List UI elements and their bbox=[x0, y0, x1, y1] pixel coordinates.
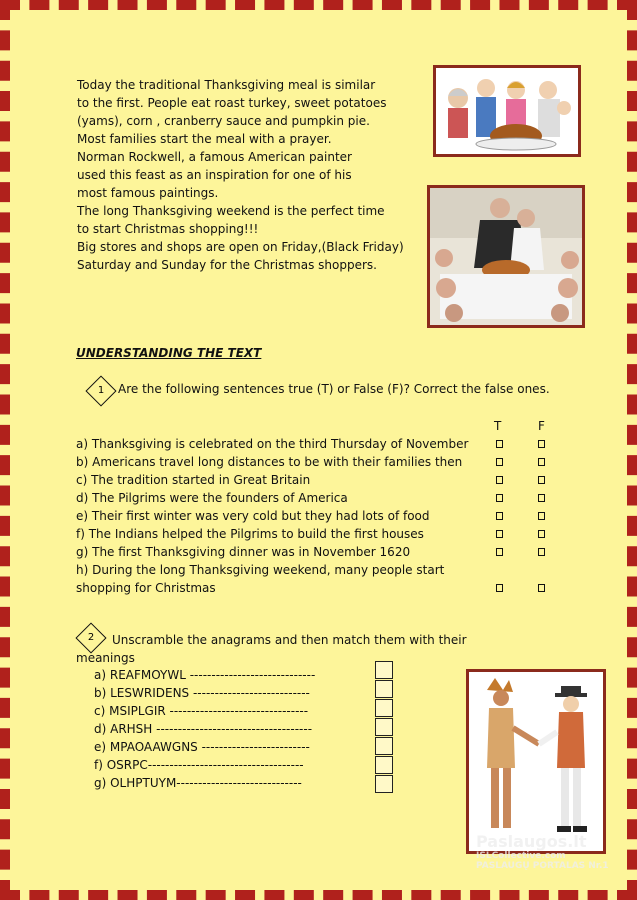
false-checkbox-b[interactable] bbox=[538, 458, 545, 466]
watermark-title: Paslaugos.lt bbox=[476, 832, 587, 851]
answer-box[interactable] bbox=[375, 661, 393, 679]
intro-line: (yams), corn , cranberry sauce and pumpkin pie. bbox=[77, 114, 370, 128]
false-checkbox-h[interactable] bbox=[538, 584, 545, 592]
intro-line: Saturday and Sunday for the Christmas shoppers. bbox=[77, 258, 377, 272]
false-checkbox-c[interactable] bbox=[538, 476, 545, 484]
statement-b: b) Americans travel long distances to be with their families then bbox=[76, 455, 463, 469]
intro-line: most famous paintings. bbox=[77, 186, 219, 200]
anagram-f: f) OSRPC------------------------------------ bbox=[94, 758, 304, 772]
statement-g: g) The first Thanksgiving dinner was in November 1620 bbox=[76, 545, 411, 559]
exercise-number-badge bbox=[85, 375, 116, 406]
answer-box[interactable] bbox=[375, 756, 393, 774]
section-heading: UNDERSTANDING THE TEXT bbox=[76, 346, 262, 360]
exercise1-instruction: Are the following sentences true (T) or False (F)? Correct the false ones. bbox=[118, 382, 550, 396]
answer-box[interactable] bbox=[375, 775, 393, 793]
false-checkbox-d[interactable] bbox=[538, 494, 545, 502]
watermark-site: ISLCollective.com bbox=[476, 851, 566, 861]
anagram-e: e) MPAOAAWGNS ------------------------- bbox=[94, 740, 310, 754]
rockwell-painting-image bbox=[427, 185, 585, 328]
true-checkbox-d[interactable] bbox=[496, 494, 503, 502]
true-checkbox-g[interactable] bbox=[496, 548, 503, 556]
statement-h: h) During the long Thanksgiving weekend, many people start bbox=[76, 563, 445, 577]
true-checkbox-c[interactable] bbox=[496, 476, 503, 484]
intro-line: to the first. People eat roast turkey, sweet potatoes bbox=[77, 96, 387, 110]
anagram-c: c) MSIPLGIR -------------------------------- bbox=[94, 704, 309, 718]
anagram-b: b) LESWRIDENS --------------------------- bbox=[94, 686, 310, 700]
true-column-header: T bbox=[494, 419, 502, 433]
statement-f: f) The Indians helped the Pilgrims to build the first houses bbox=[76, 527, 424, 541]
intro-line: Most families start the meal with a prayer. bbox=[77, 132, 332, 146]
intro-line: used this feast as an inspiration for one of his bbox=[77, 168, 352, 182]
answer-box[interactable] bbox=[375, 699, 393, 717]
watermark-sub: PASLAUGŲ PORTALAS Nr.1 bbox=[476, 861, 609, 871]
exercise2-instruction-text: Unscramble the anagrams and then match them with their meanings bbox=[76, 633, 467, 665]
intro-text bbox=[77, 76, 427, 274]
statement-h-continued: shopping for Christmas bbox=[76, 581, 216, 595]
true-checkbox-h[interactable] bbox=[496, 584, 503, 592]
intro-line: The long Thanksgiving weekend is the perfect time bbox=[77, 204, 385, 218]
family-dinner-illustration bbox=[433, 65, 581, 157]
false-checkbox-g[interactable] bbox=[538, 548, 545, 556]
true-checkbox-f[interactable] bbox=[496, 530, 503, 538]
answer-box[interactable] bbox=[375, 680, 393, 698]
statement-d: d) The Pilgrims were the founders of America bbox=[76, 491, 348, 505]
statement-a: a) Thanksgiving is celebrated on the third Thursday of November bbox=[76, 437, 469, 451]
watermark bbox=[476, 832, 609, 871]
intro-line: Norman Rockwell, a famous American painter bbox=[77, 150, 352, 164]
true-checkbox-e[interactable] bbox=[496, 512, 503, 520]
exercise-number: 2 bbox=[87, 632, 95, 643]
anagram-g: g) OLHPTUYM----------------------------- bbox=[94, 776, 302, 790]
answer-box[interactable] bbox=[375, 737, 393, 755]
false-checkbox-e[interactable] bbox=[538, 512, 545, 520]
false-column-header: F bbox=[538, 419, 545, 433]
statement-c: c) The tradition started in Great Britain bbox=[76, 473, 311, 487]
true-checkbox-a[interactable] bbox=[496, 440, 503, 448]
intro-line: Big stores and shops are open on Friday,(Black Friday) bbox=[77, 240, 404, 254]
intro-line: to start Christmas shopping!!! bbox=[77, 222, 259, 236]
pilgrim-native-handshake-illustration bbox=[466, 669, 606, 854]
true-checkbox-b[interactable] bbox=[496, 458, 503, 466]
false-checkbox-f[interactable] bbox=[538, 530, 545, 538]
anagram-d: d) ARHSH ------------------------------------ bbox=[94, 722, 313, 736]
answer-box[interactable] bbox=[375, 718, 393, 736]
intro-line: Today the traditional Thanksgiving meal is similar bbox=[77, 78, 376, 92]
statement-e: e) Their first winter was very cold but they had lots of food bbox=[76, 509, 430, 523]
anagram-a: a) REAFMOYWL ----------------------------- bbox=[94, 668, 316, 682]
exercise2-instruction bbox=[76, 631, 476, 667]
exercise-number: 1 bbox=[97, 385, 105, 396]
false-checkbox-a[interactable] bbox=[538, 440, 545, 448]
